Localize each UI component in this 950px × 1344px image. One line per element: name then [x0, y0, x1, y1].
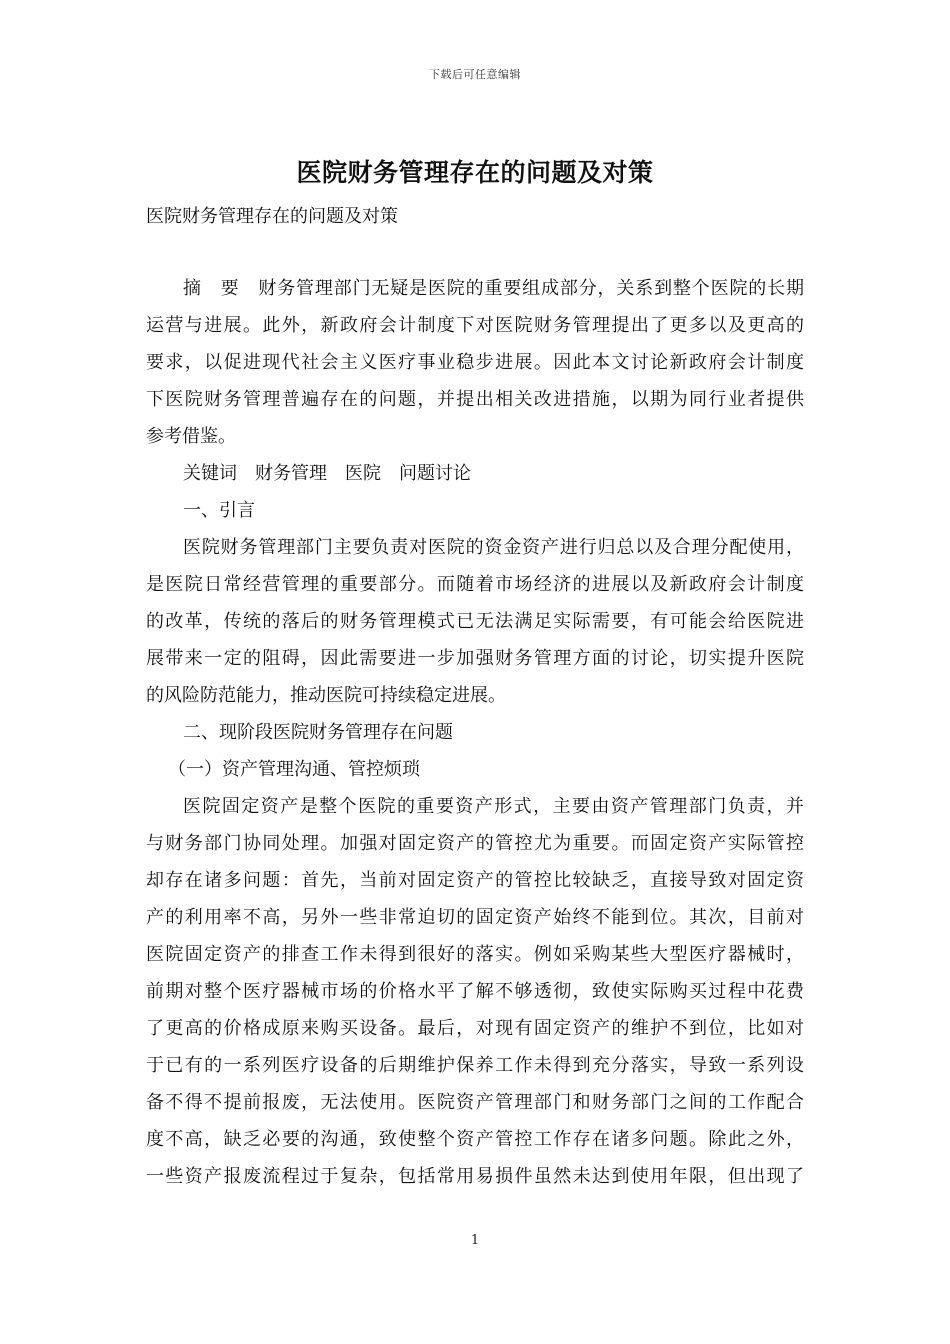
- paragraph-line: 医院财务管理部门主要负责对医院的资金资产进行归总以及合理分配使用，: [183, 537, 804, 558]
- keywords-line: 关键词 财务管理 医院 问题讨论: [183, 463, 471, 484]
- paragraph-line: 却存在诸多问题：首先，当前对固定资产的管控比较缺乏，直接导致对固定资: [146, 870, 804, 891]
- paragraph-line: 展带来一定的阻碍，因此需要进一步加强财务管理方面的讨论，切实提升医院: [146, 648, 804, 669]
- paragraph-line: 度不高，缺乏必要的沟通，致使整个资产管控工作存在诸多问题。除此之外，: [146, 1129, 804, 1150]
- section-heading-problems: 二、现阶段医院财务管理存在问题: [183, 722, 453, 743]
- paragraph-line: 于已有的一系列医疗设备的后期维护保养工作未得到充分落实，导致一系列设: [146, 1055, 804, 1076]
- abstract-line: 下医院财务管理普遍存在的问题，并提出相关改进措施，以期为同行业者提供: [146, 389, 804, 410]
- abstract-line: 运营与进展。此外，新政府会计制度下对医院财务管理提出了更多以及更高的: [146, 315, 804, 336]
- document-title: 医院财务管理存在的问题及对策: [296, 158, 654, 187]
- section-heading-introduction: 一、引言: [183, 500, 255, 521]
- header-note: 下载后可任意编辑: [429, 68, 521, 81]
- abstract-line: 摘 要 财务管理部门无疑是医院的重要组成部分，关系到整个医院的长期: [183, 278, 804, 299]
- paragraph-line: 是医院日常经营管理的重要部分。而随着市场经济的进展以及新政府会计制度: [146, 574, 804, 595]
- paragraph-line: 产的利用率不高，另外一些非常迫切的固定资产始终不能到位。其次，目前对: [146, 907, 804, 928]
- paragraph-line: 一些资产报废流程过于复杂，包括常用易损件虽然未达到使用年限，但出现了: [146, 1166, 804, 1187]
- paragraph-line: 前期对整个医疗器械市场的价格水平了解不够透彻，致使实际购买过程中花费: [146, 981, 804, 1002]
- abstract-line: 要求，以促进现代社会主义医疗事业稳步进展。因此本文讨论新政府会计制度: [146, 352, 804, 373]
- paragraph-line: 医院固定资产的排查工作未得到很好的落实。例如采购某些大型医疗器械时，: [146, 944, 804, 965]
- paragraph-line: 了更高的价格成原来购买设备。最后，对现有固定资产的维护不到位，比如对: [146, 1018, 804, 1039]
- paragraph-line: 备不得不提前报废，无法使用。医院资产管理部门和财务部门之间的工作配合: [146, 1092, 804, 1113]
- abstract-line: 参考借鉴。: [146, 426, 236, 447]
- paragraph-line: 的改革，传统的落后的财务管理模式已无法满足实际需要，有可能会给医院进: [146, 611, 804, 632]
- document-body: [146, 270, 804, 1195]
- page-number: 1: [470, 1233, 480, 1248]
- subsection-heading-asset-management: （一）资产管理沟通、管控烦琐: [168, 759, 420, 780]
- document-subtitle: 医院财务管理存在的问题及对策: [146, 206, 398, 227]
- paragraph-line: 与财务部门协同处理。加强对固定资产的管控尤为重要。而固定资产实际管控: [146, 833, 804, 854]
- paragraph-line: 的风险防范能力，推动医院可持续稳定进展。: [146, 685, 506, 706]
- paragraph-line: 医院固定资产是整个医院的重要资产形式，主要由资产管理部门负责，并: [183, 796, 804, 817]
